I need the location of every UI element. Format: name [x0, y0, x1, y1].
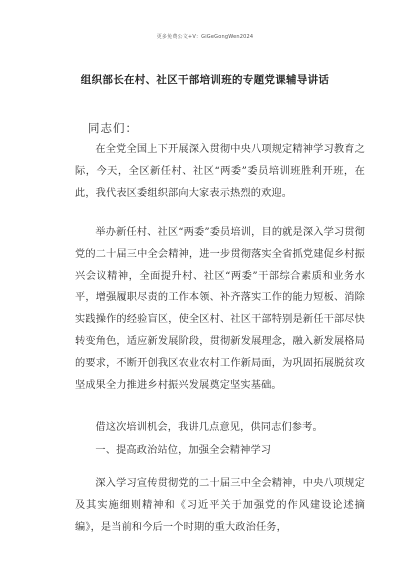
paragraph-section-1: 深入学习宣传贯彻党的二十届三中全会精神，中央八项规定及其实施细则精神和《习近平关于加强党的作风建设论述摘编》，是当前和今后一个时期的重大政治任务， [75, 478, 365, 533]
header-watermark: 更多免费公文+V：GiGeGongWen2024 [156, 34, 254, 40]
salutation: 同志们： [88, 121, 138, 135]
paragraph-opening: 在全党全国上下开展深入贯彻中央八项规定精神学习教育之际，今天，全区新任村、社区“两委”委员培训班胜利开班，在此，我代表区委组织部向大家表示热烈的欢迎。 [75, 144, 365, 199]
paragraph-purpose: 举办新任村、社区“两委”委员培训，目的就是深入学习贯彻党的二十届三中全会精神，进一步贯彻落实全省抓党建促乡村振兴会议精神，全面提升村、社区“两委”干部综合素质和业务水平，增强履职尽责的工作本领、补齐落实工作的能力短板、消除实践操作的经验盲区，使全区村、社区干部特别是新任干部尽快转变角色，适应新发展阶段，贯彻新发展理念，融入新发展格局的要求，不断开创我区农业农村工作新局面，为巩固拓展脱贫攻坚成果全力推进乡村振兴发展奠定坚实基础。 [75, 227, 365, 391]
paragraph-transition: 借这次培训机会，我讲几点意见，供同志们参考。 [95, 422, 323, 433]
document-title: 组织部长在村、社区干部培训班的专题党课辅导讲话 [80, 74, 330, 86]
section-heading-1: 一、提高政治站位，加强全会精神学习 [95, 445, 272, 456]
